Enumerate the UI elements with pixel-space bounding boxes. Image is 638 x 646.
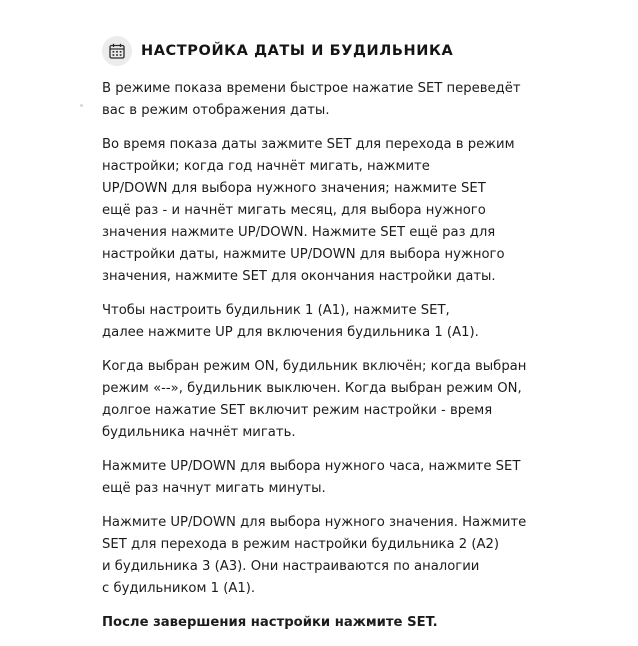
section-header bbox=[102, 35, 453, 67]
text-line: UP/DOWN для выбора нужного значения; нажмите SET bbox=[102, 181, 486, 196]
text-line: долгое нажатие SET включит режим настройки - время bbox=[102, 403, 493, 418]
text-line: В режиме показа времени быстрое нажатие SET переведёт bbox=[102, 81, 521, 96]
text-line: и будильника 3 (А3). Они настраиваются по аналогии bbox=[102, 559, 480, 574]
text-line: будильника начнёт мигать. bbox=[102, 425, 296, 440]
paragraph-alarm-mode bbox=[102, 356, 592, 444]
text-line: значения нажмите UP/DOWN. Нажмите SET ещё раз для bbox=[102, 225, 496, 240]
paragraph-alarm-1 bbox=[102, 300, 592, 344]
paragraph-alarm-hour bbox=[102, 456, 592, 500]
text-line: Во время показа даты зажмите SET для перехода в режим bbox=[102, 137, 515, 152]
page-title: НАСТРОЙКА ДАТЫ И БУДИЛЬНИКА bbox=[141, 43, 454, 59]
text-line: далее нажмите UP для включения будильника 1 (А1). bbox=[102, 325, 479, 340]
text-line: Когда выбран режим ON, будильник включён; когда выбран bbox=[102, 359, 527, 374]
instruction-body bbox=[102, 78, 592, 646]
text-line: режим «--», будильник выключен. Когда выбран режим ON, bbox=[102, 381, 522, 396]
paragraph-finish bbox=[102, 612, 592, 634]
text-line: ещё раз - и начнёт мигать месяц, для выбора нужного bbox=[102, 203, 486, 218]
text-line: Чтобы настроить будильник 1 (А1), нажмите SET, bbox=[102, 303, 450, 318]
text-line: с будильником 1 (А1). bbox=[102, 581, 256, 596]
text-line: значения, нажмите SET для окончания настройки даты. bbox=[102, 269, 496, 284]
paragraph-alarm-2-3 bbox=[102, 512, 592, 600]
text-line: После завершения настройки нажмите SET. bbox=[102, 615, 438, 630]
text-line: SET для перехода в режим настройки будильника 2 (А2) bbox=[102, 537, 500, 552]
calendar-icon bbox=[102, 36, 132, 66]
text-line: Нажмите UP/DOWN для выбора нужного значения. Нажмите bbox=[102, 515, 527, 530]
paragraph-date-setup bbox=[102, 134, 592, 288]
text-line: настройки даты, нажмите UP/DOWN для выбора нужного bbox=[102, 247, 505, 262]
text-line: ещё раз начнут мигать минуты. bbox=[102, 481, 326, 496]
text-line: вас в режим отображения даты. bbox=[102, 103, 330, 118]
text-line: настройки; когда год начнёт мигать, нажмите bbox=[102, 159, 430, 174]
decorative-dot bbox=[80, 104, 83, 107]
text-line: Нажмите UP/DOWN для выбора нужного часа, нажмите SET bbox=[102, 459, 521, 474]
paragraph-date-view bbox=[102, 78, 592, 122]
